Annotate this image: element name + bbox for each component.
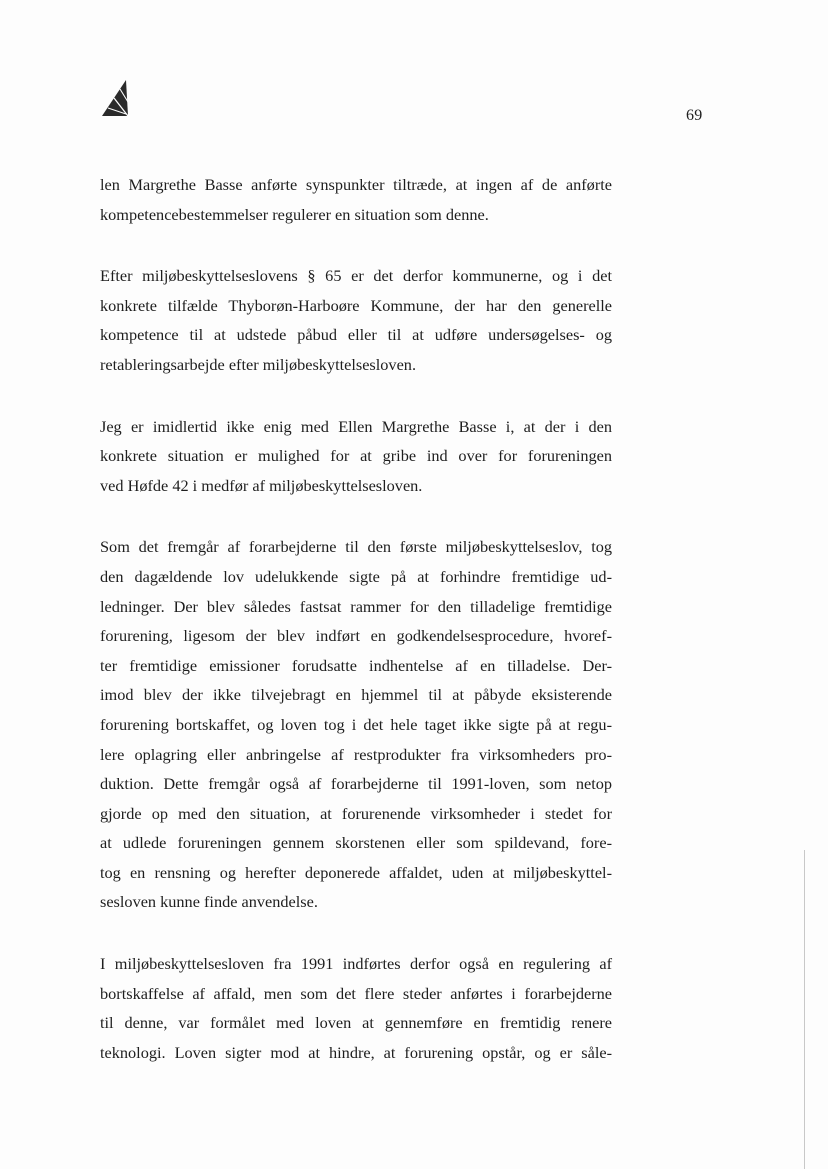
text-line: kompetencebestemmelser regulerer en situation som denne. bbox=[100, 204, 489, 224]
text-line: forurening, ligesom der blev indført en godkendelsesprocedure, hvoref- bbox=[100, 626, 612, 646]
text-line: konkrete tilfælde Thyborøn-Harboøre Kommune, der har den generelle bbox=[100, 295, 612, 315]
text-line: sesloven kunne finde anvendelse. bbox=[100, 892, 318, 912]
text-line: tog en rensning og herefter deponerede affaldet, uden at miljøbeskyttel- bbox=[100, 862, 612, 882]
text-line: retableringsarbejde efter miljøbeskyttelsesloven. bbox=[100, 354, 417, 374]
text-line: ved Høfde 42 i medfør af miljøbeskyttelsesloven. bbox=[100, 475, 423, 495]
scan-edge-line bbox=[804, 850, 805, 1169]
paragraph-1 bbox=[100, 170, 612, 229]
text-line: imod blev der ikke tilvejebragt en hjemmel til at påbyde eksisterende bbox=[100, 685, 612, 705]
paragraph-4 bbox=[100, 532, 612, 917]
paragraph-3 bbox=[100, 412, 612, 501]
body-text bbox=[100, 170, 612, 1099]
text-line: den dagældende lov udelukkende sigte på at forhindre fremtidige ud- bbox=[100, 566, 612, 586]
page-number: 69 bbox=[686, 107, 703, 124]
triangle-logo-icon bbox=[100, 78, 130, 118]
text-line: gjorde op med den situation, at forurenende virksomheder i stedet for bbox=[100, 803, 612, 823]
text-line: at udlede forureningen gennem skorstenen eller som spildevand, fore- bbox=[100, 833, 612, 853]
paragraph-5 bbox=[100, 949, 612, 1067]
text-line: teknologi. Loven sigter mod at hindre, at forurening opstår, og er såle- bbox=[100, 1042, 612, 1062]
text-line: forurening bortskaffet, og loven tog i det hele taget ikke sigte på at regu- bbox=[100, 714, 612, 734]
text-line: I miljøbeskyttelsesloven fra 1991 indførtes derfor også en regulering af bbox=[100, 954, 612, 974]
paragraph-2 bbox=[100, 261, 612, 379]
text-line: konkrete situation er mulighed for at gribe ind over for forureningen bbox=[100, 446, 612, 466]
text-line: Jeg er imidlertid ikke enig med Ellen Margrethe Basse i, at der i den bbox=[100, 416, 612, 436]
text-line: ledninger. Der blev således fastsat rammer for den tilladelige fremtidige bbox=[100, 596, 612, 616]
text-line: til denne, var formålet med loven at gennemføre en fremtidig renere bbox=[100, 1013, 612, 1033]
text-line: Efter miljøbeskyttelseslovens § 65 er det derfor kommunerne, og i det bbox=[100, 266, 612, 286]
text-line: Som det fremgår af forarbejderne til den første miljøbeskyttelseslov, tog bbox=[100, 537, 612, 557]
text-line: kompetence til at udstede påbud eller til at udføre undersøgelses- og bbox=[100, 325, 612, 345]
text-line: lere oplagring eller anbringelse af restprodukter fra virksomheders pro- bbox=[100, 744, 612, 764]
text-line: bortskaffelse af affald, men som det flere steder anførtes i forarbejderne bbox=[100, 983, 612, 1003]
text-line: duktion. Dette fremgår også af forarbejderne til 1991-loven, som netop bbox=[100, 774, 612, 794]
text-line: ter fremtidige emissioner forudsatte indhentelse af en tilladelse. Der- bbox=[100, 655, 612, 675]
text-line: len Margrethe Basse anførte synspunkter tiltræde, at ingen af de anførte bbox=[100, 175, 612, 194]
